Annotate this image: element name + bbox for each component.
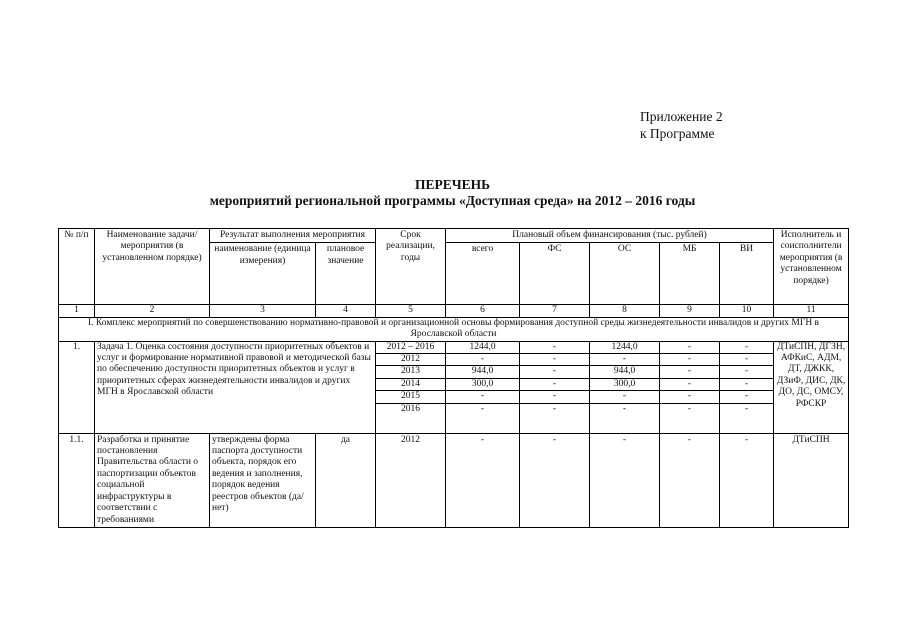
- item-1-1-mb: -: [660, 433, 720, 527]
- task1-year: 2016: [376, 403, 446, 433]
- task1-vi: -: [720, 341, 774, 353]
- task1-os: 944,0: [590, 366, 660, 378]
- task1-mb: -: [660, 366, 720, 378]
- item-1-1-result-plan: да: [316, 433, 376, 527]
- task1-os: 300,0: [590, 378, 660, 390]
- column-number: 11: [774, 305, 849, 317]
- appendix-label: [640, 108, 723, 142]
- task1-num: 1.: [59, 341, 95, 433]
- task1-os: -: [590, 391, 660, 403]
- column-number: 5: [376, 305, 446, 317]
- header-result-plan: плановое значение: [316, 243, 376, 305]
- task1-year: 2012: [376, 354, 446, 366]
- task1-mb: -: [660, 391, 720, 403]
- task1-os: -: [590, 354, 660, 366]
- task1-executor: ДТиСПН, ДГЗН, АФКиС, АДМ, ДТ, ДЖКК, ДЗиФ, ДИС, ДК, ДО, ДС, ОМСУ, РФСКР: [774, 341, 849, 433]
- task1-total: 944,0: [446, 366, 520, 378]
- header-term: Срок реализации, годы: [376, 229, 446, 305]
- task1-total: -: [446, 403, 520, 433]
- task1-total: -: [446, 354, 520, 366]
- task1-fs: -: [520, 366, 590, 378]
- task1-mb: -: [660, 354, 720, 366]
- task1-fs: -: [520, 354, 590, 366]
- task1-year: 2014: [376, 378, 446, 390]
- task1-vi: -: [720, 403, 774, 433]
- task1-fs: -: [520, 403, 590, 433]
- appendix-line-1: Приложение 2: [640, 109, 723, 124]
- document-title: ПЕРЕЧЕНЬ: [414, 177, 491, 192]
- section-title: I. Комплекс мероприятий по совершенствованию нормативно-правовой и организационной основы формирования доступной среды жизнедеятельности инвалидов и других МГН в Ярославской области: [59, 317, 849, 341]
- column-number: 4: [316, 305, 376, 317]
- item-1-1-result-name: утверждены форма паспорта доступности объекта, порядок его ведения и заполнения, порядок ведения реестров объектов (да/нет): [210, 433, 316, 527]
- task1-row: [59, 341, 849, 353]
- header-fs: ФС: [520, 243, 590, 305]
- task1-os: -: [590, 403, 660, 433]
- task1-fs: -: [520, 341, 590, 353]
- section-row: [59, 317, 849, 341]
- column-number: 6: [446, 305, 520, 317]
- appendix-line-2: к Программе: [640, 126, 715, 141]
- item-1-1-row: [59, 433, 849, 527]
- task1-fs: -: [520, 378, 590, 390]
- task1-total: 300,0: [446, 378, 520, 390]
- item-1-1-executor: ДТиСПН: [774, 433, 849, 527]
- item-1-1-total: -: [446, 433, 520, 527]
- task1-vi: -: [720, 391, 774, 403]
- task1-vi: -: [720, 366, 774, 378]
- header-total: всего: [446, 243, 520, 305]
- column-number: 1: [59, 305, 95, 317]
- header-result-name: наименование (единица измерения): [210, 243, 316, 305]
- task1-total: -: [446, 391, 520, 403]
- header-funding: Плановый объем финансирования (тыс. рублей): [446, 229, 774, 243]
- column-number: 3: [210, 305, 316, 317]
- item-1-1-fs: -: [520, 433, 590, 527]
- item-1-1-name: Разработка и принятие постановления Правительства области о паспортизации объектов социальной инфраструктуры в соответствии с требованиями: [95, 433, 210, 527]
- task1-year: 2012 – 2016: [376, 341, 446, 353]
- task1-os: 1244,0: [590, 341, 660, 353]
- column-number: 9: [660, 305, 720, 317]
- task1-fs: -: [520, 391, 590, 403]
- header-name: Наименование задачи/ мероприятия (в установленном порядке): [95, 229, 210, 305]
- task1-total: 1244,0: [446, 341, 520, 353]
- measures-table: [58, 228, 849, 528]
- item-1-1-year: 2012: [376, 433, 446, 527]
- header-num: № п/п: [59, 229, 95, 305]
- header-os: ОС: [590, 243, 660, 305]
- document-subtitle: мероприятий региональной программы «Доступная среда» на 2012 – 2016 годы: [209, 193, 696, 208]
- task1-vi: -: [720, 354, 774, 366]
- column-number: 7: [520, 305, 590, 317]
- task1-year: 2013: [376, 366, 446, 378]
- task1-mb: -: [660, 341, 720, 353]
- task1-year: 2015: [376, 391, 446, 403]
- header-executor: Исполнитель и соисполнители мероприятия (в установленном порядке): [774, 229, 849, 305]
- item-1-1-vi: -: [720, 433, 774, 527]
- item-1-1-num: 1.1.: [59, 433, 95, 527]
- column-number: 10: [720, 305, 774, 317]
- header-mb: МБ: [660, 243, 720, 305]
- column-number: 2: [95, 305, 210, 317]
- header-row-1: [59, 229, 849, 243]
- header-vi: ВИ: [720, 243, 774, 305]
- header-result: Результат выполнения мероприятия: [210, 229, 376, 243]
- task1-mb: -: [660, 378, 720, 390]
- task1-vi: -: [720, 378, 774, 390]
- item-1-1-os: -: [590, 433, 660, 527]
- column-number: 8: [590, 305, 660, 317]
- task1-name: Задача 1. Оценка состояния доступности приоритетных объектов и услуг и формирование нормативной правовой и методической базы по обеспечению доступности приоритетных объектов и услуг в приоритетных сферах жизнедеятельности инвалидов и других МГН в Ярославской области: [95, 341, 376, 433]
- task1-mb: -: [660, 403, 720, 433]
- column-number-row: [59, 305, 849, 317]
